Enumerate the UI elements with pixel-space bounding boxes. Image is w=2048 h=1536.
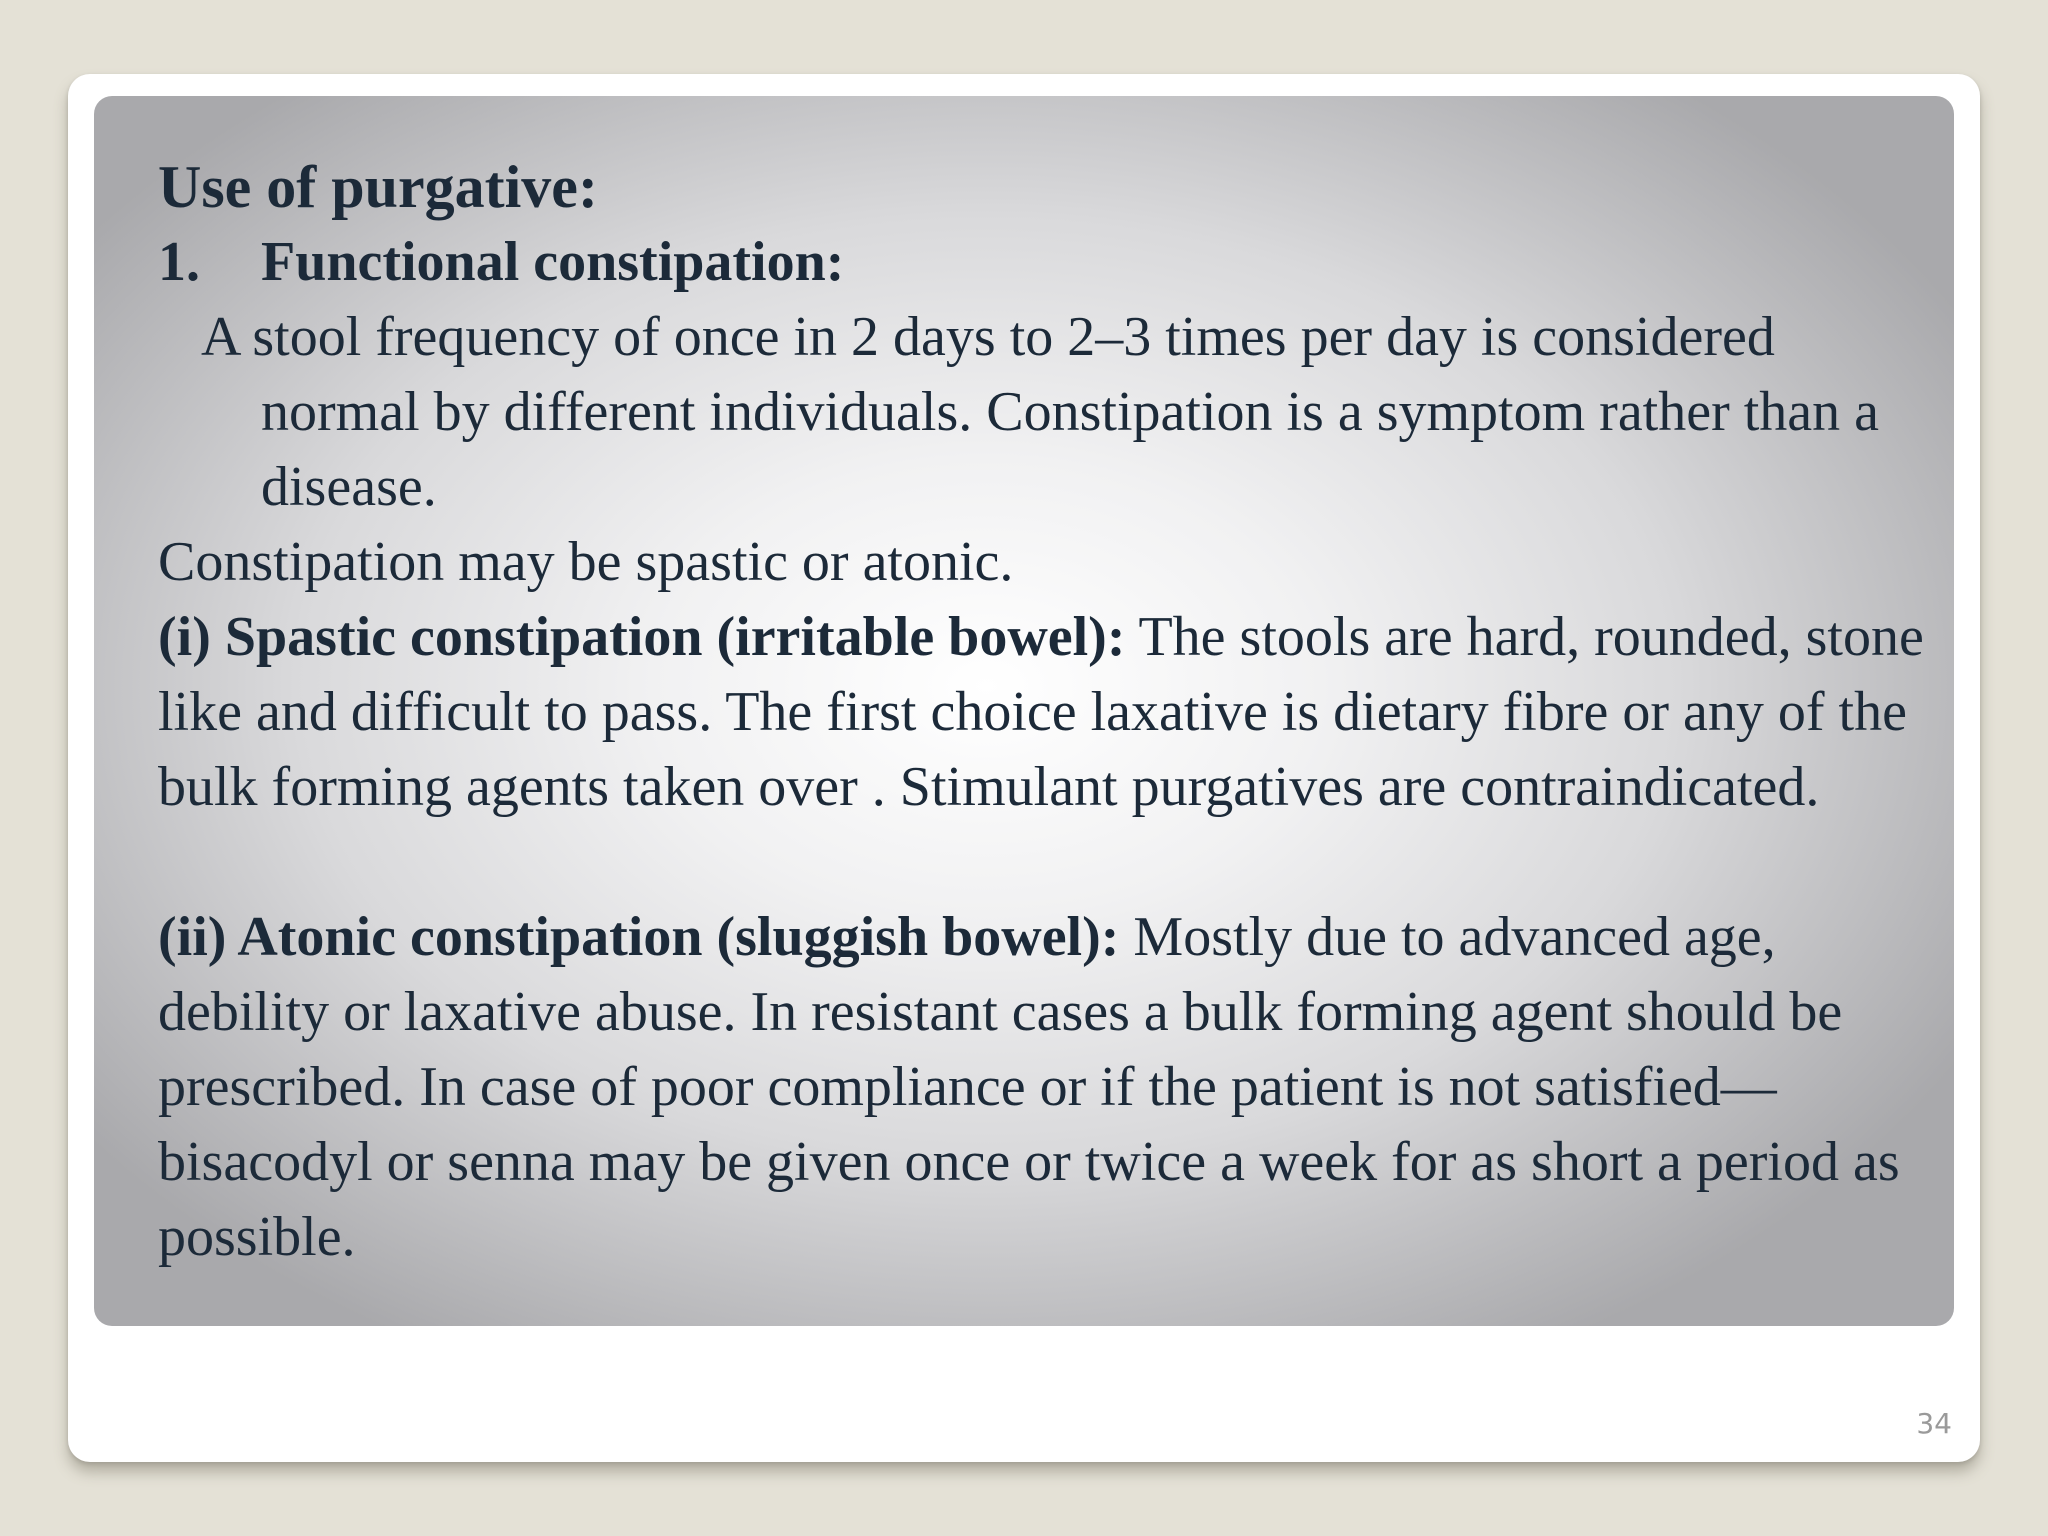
- atonic-text: Mostly due to advanced age, debility or laxative abuse. In resistant cases a bulk forming agent should be prescribed. In case of poor compliance or if the patient is not satisfied—bisacodyl or senna may be given once or twice a week for as short a period as possible.: [158, 906, 1900, 1268]
- paragraph-spacer: [158, 825, 1938, 900]
- section-heading: [158, 225, 1938, 300]
- page-number: 34: [1916, 1407, 1952, 1440]
- spastic-text: The stools are hard, rounded, stone like and difficult to pass. The first choice laxative is dietary fibre or any of the bulk forming agents taken over . Stimulant purgatives are contraindicated.: [158, 606, 1924, 818]
- intro-paragraph: A stool frequency of once in 2 days to 2–3 times per day is considered normal by different individuals. Constipation is a symptom rather than a disease.: [201, 306, 1880, 518]
- slide-title: Use of purgative:: [158, 154, 598, 220]
- types-sentence: Constipation may be spastic or atonic.: [158, 531, 1014, 593]
- spastic-label: (i) Spastic constipation (irritable bowel):: [158, 606, 1126, 668]
- atonic-label: (ii) Atonic constipation (sluggish bowel):: [158, 906, 1120, 968]
- spastic-paragraph: [158, 600, 1938, 825]
- slide-body: [158, 150, 1938, 1275]
- atonic-paragraph: [158, 900, 1938, 1275]
- section-heading-text: Functional constipation:: [261, 231, 845, 293]
- section-number: 1.: [158, 231, 200, 293]
